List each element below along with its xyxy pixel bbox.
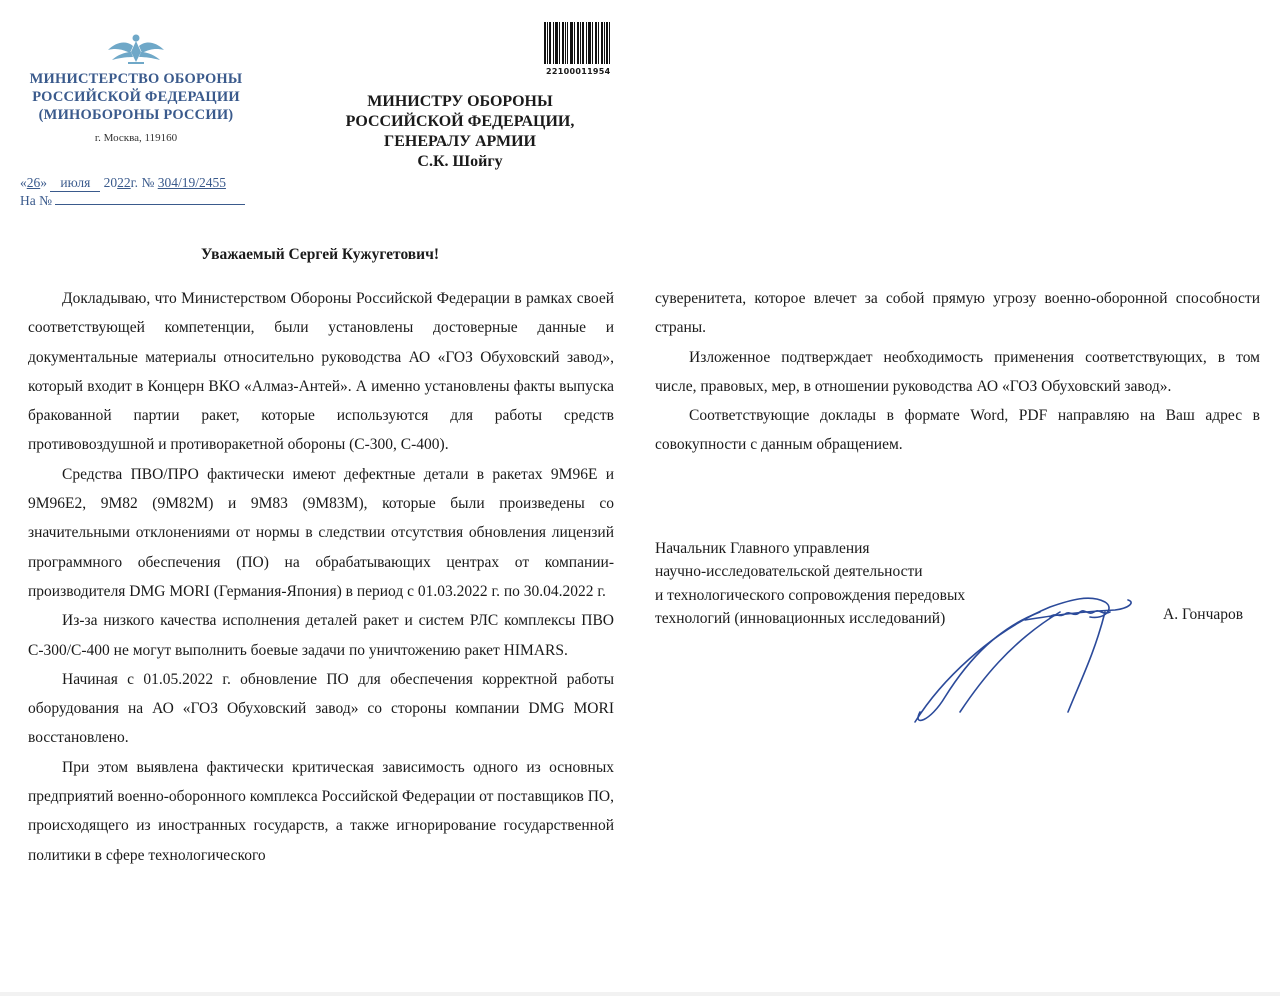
- barcode-number: 22100011954: [546, 67, 611, 76]
- reference-blank: [55, 192, 245, 205]
- addressee-line: РОССИЙСКОЙ ФЕДЕРАЦИИ,: [345, 113, 575, 130]
- body-paragraph-continuation: суверенитета, которое влечет за собой прямую угрозу военно-оборонной способности страны.: [655, 290, 1260, 337]
- registration-line: [20, 174, 245, 209]
- body-right-column: [655, 284, 1260, 460]
- signatory-title-line: технологий (инновационных исследований): [655, 609, 946, 627]
- body-paragraph: Докладываю, что Министерством Обороны Российской Федерации в рамках своей соответствующей компетенции, были установлены достоверные данные и документальные материалы относительно руководства АО «ГОЗ Обуховский завод», который входит в Концерн ВКО «Алмаз-Антей». А именно установлены факты выпуска бракованной партии ракет, которые используются для работы средств противовоздушной и противоракетной обороны (С-300, С-400).: [28, 290, 614, 454]
- body-paragraph: Соответствующие доклады в формате Word, PDF направляю на Ваш адрес в совокупности с данным обращением.: [655, 407, 1260, 454]
- double-headed-eagle-emblem-icon: [106, 32, 166, 66]
- signatory-title-line: и технологического сопровождения передовых: [655, 586, 966, 604]
- ministry-address: г. Москва, 119160: [94, 132, 178, 144]
- signatory-title-line: Начальник Главного управления: [655, 540, 870, 557]
- date-year-end: г.: [130, 175, 139, 190]
- letter-date-number: «26» июля 2022г. № 304/19/2455: [20, 175, 226, 190]
- date-year-prefix: 20: [103, 175, 118, 190]
- signatory-title-line: научно-исследовательской деятельности: [655, 563, 923, 581]
- date-day: 26: [26, 175, 41, 190]
- date-month: июля: [50, 174, 100, 192]
- addressee-line: ГЕНЕРАЛУ АРМИИ: [384, 133, 536, 150]
- addressee-line: МИНИСТРУ ОБОРОНЫ: [367, 93, 553, 110]
- body-paragraph: Начиная с 01.05.2022 г. обновление ПО для обеспечения корректной работы оборудования на АО «ГОЗ Обуховский завод» со стороны компании DMG MORI восстановлено.: [28, 670, 614, 747]
- barcode-icon: [544, 22, 610, 64]
- signatory-name: А. Гончаров: [1163, 606, 1244, 623]
- reference-line: [20, 192, 245, 209]
- letterhead: [16, 32, 256, 144]
- addressee-block: [300, 92, 620, 172]
- reference-label: На №: [20, 193, 52, 208]
- date-year-suffix: 22: [117, 175, 131, 190]
- body-paragraph: Средства ПВО/ПРО фактически имеют дефектные детали в ракетах 9М96Е и 9М96Е2, 9М82 (9М82М) и 9М83 (9М83М), которые были произведены со значительными отклонениями от нормы в следствии отсутствия обновления лицензий программного обеспечения (ПО) на обрабатывающих центрах от компании-производителя DMG MORI (Германия-Япония) в период с 01.03.2022 г. по 30.04.2022 г.: [28, 465, 614, 600]
- body-paragraph: При этом выявлена фактически критическая зависимость одного из основных предприятий военно-оборонного комплекса Российской Федерации от поставщиков ПО, происходящего из иностранных государств, а также игнорирование государственной политики в сфере технологического: [28, 758, 614, 864]
- addressee-line: С.К. Шойгу: [417, 153, 503, 170]
- body-left-column: [28, 284, 614, 870]
- body-paragraph: Из-за низкого качества исполнения деталей ракет и систем РЛС комплексы ПВО С-300/С-400 не могут выполнить боевые задачи по уничтожению ракет HIMARS.: [28, 612, 614, 659]
- ministry-name-line: (МИНОБОРОНЫ РОССИИ): [38, 107, 234, 123]
- ministry-name-line: МИНИСТЕРСТВО ОБОРОНЫ: [29, 71, 243, 87]
- letter-number: 304/19/2455: [157, 175, 226, 190]
- page-bottom-edge: [0, 992, 1280, 996]
- handwritten-signature-icon: [900, 572, 1160, 732]
- salutation: Уважаемый Сергей Кужугетович!: [200, 246, 440, 263]
- body-paragraph: Изложенное подтверждает необходимость применения соответствующих, в том числе, правовых, мер, в отношении руководства АО «ГОЗ Обуховский завод».: [655, 348, 1260, 395]
- ministry-name-line: РОССИЙСКОЙ ФЕДЕРАЦИИ: [32, 89, 240, 105]
- number-label: №: [141, 175, 155, 190]
